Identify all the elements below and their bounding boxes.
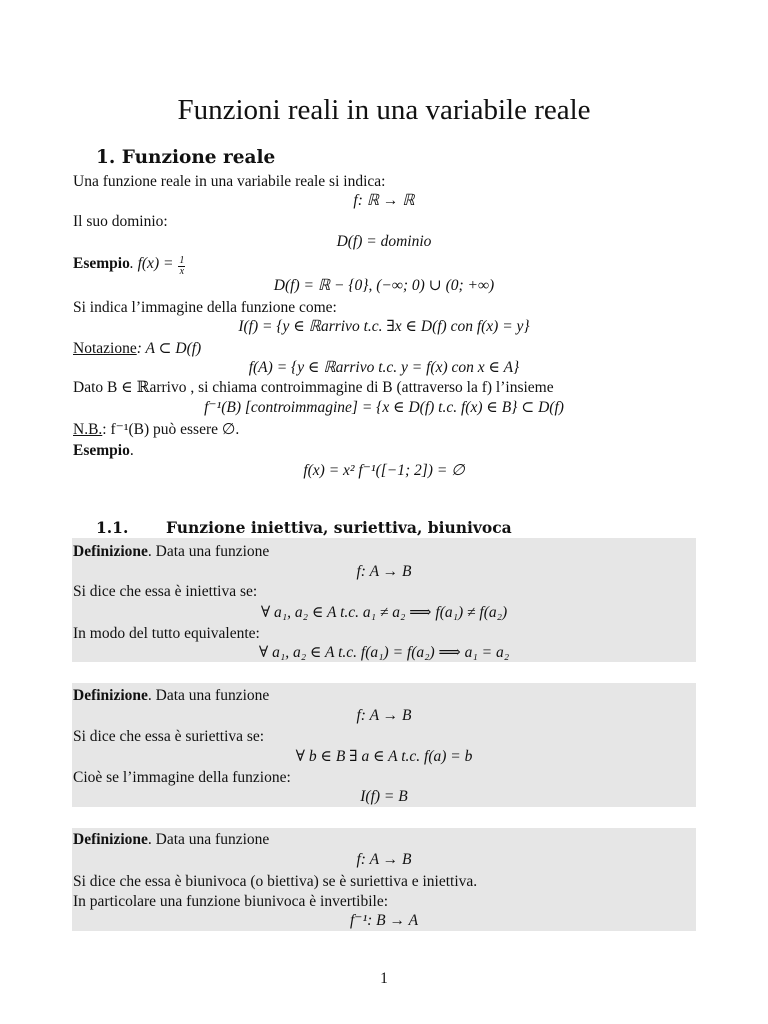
fraction (178, 256, 185, 277)
formula-image-equals: I(f) = B (360, 788, 408, 805)
example2-line (73, 441, 134, 461)
definition-image-line: Cioè se l’immagine della funzione: (73, 769, 291, 786)
nb-label: N.B. (73, 421, 103, 438)
section-heading: 1. Funzione reale (96, 147, 276, 168)
subsection-number: 1.1. (96, 518, 129, 537)
example2-dot: . (129, 442, 134, 459)
formula-signature-bijective: f: A → B (356, 851, 412, 868)
definition-intro (73, 542, 269, 562)
example-line (73, 254, 186, 277)
fraction-denominator: x (179, 266, 185, 277)
formula-surjective: ∀ b ∈ B ∃ a ∈ A t.c. f(a) = b (295, 748, 473, 765)
formula-example-domain: D(f) = ℝ − {0}, (−∞; 0) ∪ (0; +∞) (273, 277, 495, 294)
formula-notation: f(A) = {y ∈ ℝarrivo t.c. y = f(x) con x ∈ A} (248, 359, 520, 376)
example-function: . f(x) = (129, 255, 178, 272)
formula-signature-surjective: f: A → B (356, 707, 412, 724)
paragraph-preimage: Dato B ∈ ℝarrivo , si chiama controimmagine di B (attraverso la f) l’insieme (73, 379, 554, 396)
notation-text: : A ⊂ D(f) (136, 340, 202, 357)
subsection-heading: Funzione iniettiva, suriettiva, biunivoca (166, 518, 512, 537)
paragraph-image-intro: Si indica l’immagine della funzione come: (73, 299, 337, 316)
formula-injective-equivalent: ∀ a₁, a₂ ∈ A t.c. f(a₁) = f(a₂) ⟹ a₁ = a₂ (258, 644, 510, 661)
definition-label: Definizione (73, 687, 148, 704)
page-number: 1 (380, 970, 388, 987)
formula-inverse: f⁻¹: B → A (349, 912, 419, 929)
example2-label: Esempio (73, 442, 130, 459)
definition-invertible-line: In particolare una funzione biunivoca è invertibile: (73, 893, 389, 910)
definition-line-injective: Si dice che essa è iniettiva se: (73, 583, 258, 600)
formula-example2: f(x) = x² f⁻¹([−1; 2]) = ∅ (303, 462, 465, 479)
document-title: Funzioni reali in una variabile reale (177, 94, 591, 126)
definition-label: Definizione (73, 543, 148, 560)
paragraph-domain-intro: Il suo dominio: (73, 213, 168, 230)
example-label: Esempio (73, 255, 130, 272)
definition-intro-text: . Data una funzione (147, 543, 270, 560)
definition-equivalent-line: In modo del tutto equivalente: (73, 625, 260, 642)
nb-line (73, 420, 239, 440)
definition-intro-text: . Data una funzione (147, 687, 270, 704)
formula-signature: f: ℝ → ℝ (353, 192, 415, 209)
definition-label: Definizione (73, 831, 148, 848)
formula-signature-injective: f: A → B (356, 563, 412, 580)
definition-line-bijective: Si dice che essa è biunivoca (o biettiva) se è suriettiva e iniettiva. (73, 873, 478, 890)
formula-injective: ∀ a₁, a₂ ∈ A t.c. a₁ ≠ a₂ ⟹ f(a₁) ≠ f(a₂) (260, 604, 508, 621)
formula-preimage: f⁻¹(B) [controimmagine] = {x ∈ D(f) t.c. f(x) ∈ B} ⊂ D(f) (204, 399, 564, 416)
definition-intro (73, 830, 269, 850)
nb-text: : f⁻¹(B) può essere ∅. (102, 421, 240, 438)
formula-domain: D(f) = dominio (336, 233, 432, 250)
paragraph-intro: Una funzione reale in una variabile reale si indica: (73, 173, 386, 190)
definition-line-surjective: Si dice che essa è suriettiva se: (73, 728, 265, 745)
notation-label: Notazione (73, 340, 137, 357)
notation-line (73, 339, 201, 359)
definition-intro-text: . Data una funzione (147, 831, 270, 848)
fraction-numerator: 1 (179, 255, 185, 266)
definition-intro (73, 686, 269, 706)
formula-image: I(f) = {y ∈ ℝarrivo t.c. ∃x ∈ D(f) con f(x) = y} (238, 318, 530, 335)
